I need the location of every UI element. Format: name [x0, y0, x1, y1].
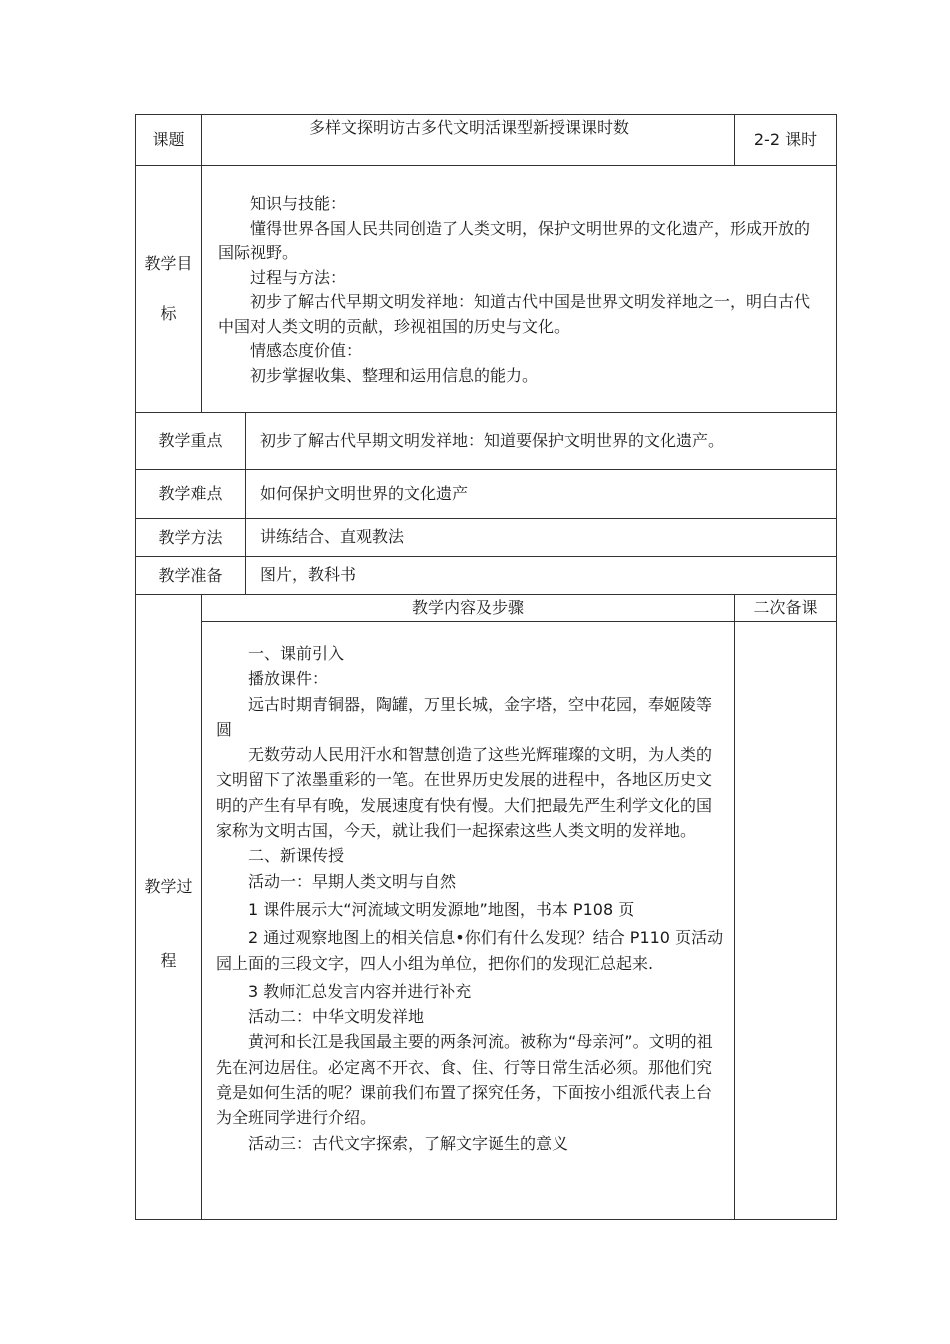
- process-activity-two-text: 黄河和长江是我国最主要的两条河流。被称为“母亲河”。文明的祖先在河边居住。必定离不开衣、食、住、行等日常生活必须。那他们究竟是如何生活的呢？课前我们布置了探究任务，下面按小组派代表上台为全班同学进行介绍。: [216, 1032, 713, 1128]
- process-content-cell: [201, 621, 735, 1220]
- process-activity-one-step1: 1 课件展示大“河流域文明发源地”地图，书本 P108 页: [248, 899, 635, 919]
- methods-value: 讲练结合、直观教法: [260, 527, 405, 547]
- methods-label-cell: [135, 518, 246, 557]
- key-points-label-cell: [135, 412, 246, 470]
- process-label-line2: 程: [160, 951, 177, 970]
- difficulties-value: 如何保护文明世界的文化遗产: [260, 483, 469, 503]
- process-step-introduction-text: 无数劳动人民用汗水和智慧创造了这些光辉璀璨的文明，为人类的文明留下了浓墨重彩的一笔。在世界历史发展的进程中，各地区历史文明的产生有早有晚，发展速度有快有慢。大们把最先严生利学文化的国家称为文明古国，今天，就让我们一起探索这些人类文明的发祥地。: [216, 745, 713, 841]
- process-activity-three-title: 活动三：古代文字探索，了解文字诞生的意义: [248, 1133, 569, 1153]
- process-step-play-courseware: 播放课件：: [248, 669, 329, 689]
- objectives-label-line1: 教学目: [144, 254, 193, 273]
- second-prep-header: 二次备课: [753, 598, 818, 617]
- objectives-label-line2: 标: [160, 304, 177, 323]
- process-content-header: 教学内容及步骤: [411, 598, 524, 617]
- process-activity-one-step3: 3 教师汇总发言内容并进行补充: [248, 981, 472, 1001]
- preparation-label: 教学准备: [158, 565, 223, 585]
- process-activity-one-step2: 2 通过观察地图上的相关信息•你们有什么发现？结合 P110 页活动园上面的三段文字，四人小组为单位，把你们的发现汇总起来.: [216, 928, 724, 973]
- class-hours: 2-2 课时: [753, 130, 818, 149]
- preparation-value-cell: [245, 556, 837, 595]
- topic-label: 课题: [152, 130, 185, 149]
- process-step-ancient-relics: 远古时期青铜器，陶罐，万里长城，金字塔，空中花园，奉姬陵等圆: [216, 694, 713, 739]
- process-activity-two-title: 活动二：中华文明发祥地: [248, 1007, 425, 1027]
- difficulties-value-cell: [245, 469, 837, 519]
- objective-heading-attitude: 情感态度价值：: [250, 341, 363, 360]
- objective-text-knowledge: 懂得世界各国人民共同创造了人类文明，保护文明世界的文化遗产，形成开放的国际视野。: [218, 218, 811, 262]
- topic-title-cell: [201, 114, 735, 166]
- key-points-label: 教学重点: [158, 431, 223, 450]
- hours-cell: [734, 114, 837, 166]
- preparation-value: 图片，教科书: [260, 565, 357, 585]
- difficulties-label: 教学难点: [158, 484, 223, 503]
- objective-text-attitude: 初步掌握收集、整理和运用信息的能力。: [250, 365, 539, 385]
- methods-label: 教学方法: [158, 527, 223, 547]
- objectives-content-cell: [201, 165, 837, 413]
- topic-label-cell: [135, 114, 202, 166]
- process-step-new-lesson-heading: 二、新课传授: [248, 846, 345, 866]
- process-label-cell: [135, 594, 202, 1220]
- objective-heading-knowledge: 知识与技能：: [250, 194, 347, 213]
- second-prep-cell: [734, 621, 837, 1220]
- key-points-value: 初步了解古代早期文明发祥地：知道要保护文明世界的文化遗产。: [260, 430, 725, 450]
- process-content-header-cell: [201, 594, 735, 622]
- objective-text-process: 初步了解古代早期文明发祥地：知道古代中国是世界文明发祥地之一，明白古代中国对人类文明的贡献，珍视祖国的历史与文化。: [218, 292, 811, 336]
- objectives-label-cell: [135, 165, 202, 413]
- key-points-value-cell: [245, 412, 837, 470]
- methods-value-cell: [245, 518, 837, 557]
- preparation-label-cell: [135, 556, 246, 595]
- objective-heading-process: 过程与方法：: [250, 267, 347, 287]
- process-label-line1: 教学过: [144, 877, 193, 896]
- process-step-intro-heading: 一、课前引入: [248, 644, 345, 663]
- difficulties-label-cell: [135, 469, 246, 519]
- process-activity-one-title: 活动一：早期人类文明与自然: [248, 871, 457, 891]
- second-prep-header-cell: [734, 594, 837, 622]
- topic-title: 多样文探明访古多代文明活课型新授课课时数: [308, 118, 629, 137]
